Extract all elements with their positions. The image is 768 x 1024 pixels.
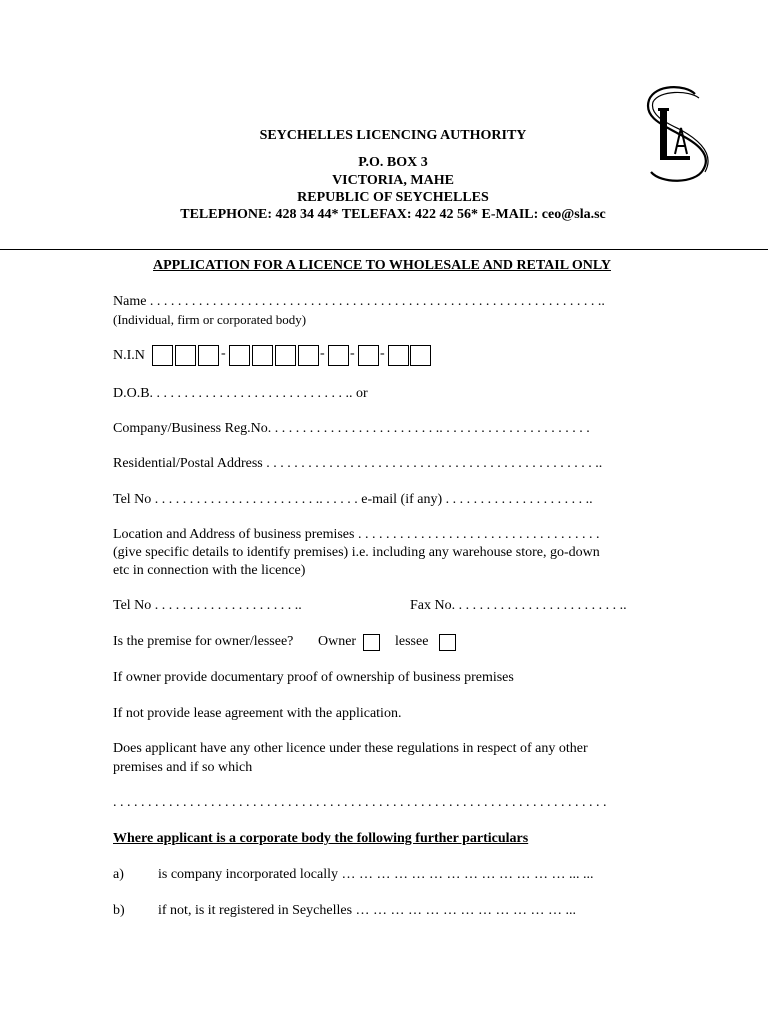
fax-field[interactable]: Fax No. . . . . . . . . . . . . . . . . . . . . . . . .. <box>410 598 627 613</box>
location-field[interactable]: Location and Address of business premises . . . . . . . . . . . . . . . . . . . . . . . . . . . . . . . . . . . <box>113 527 600 542</box>
sla-logo <box>643 86 711 184</box>
nin-digit-box[interactable] <box>328 345 349 366</box>
nin-digit-box[interactable] <box>410 345 431 366</box>
nin-digit-box[interactable] <box>175 345 196 366</box>
corporate-heading: Where applicant is a corporate body the following further particulars <box>113 831 529 846</box>
nin-separator: - <box>380 346 385 361</box>
po-box: P.O. BOX 3 <box>358 155 428 170</box>
nin-label: N.I.N <box>113 348 145 363</box>
city: VICTORIA, MAHE <box>332 173 454 188</box>
nin-digit-box[interactable] <box>152 345 173 366</box>
tel-email-field[interactable]: Tel No . . . . . . . . . . . . . . . . . . . . . . . .. . . . . . e-mail (if any) . . . . . . . . . . . . . . . . . . . . .. <box>113 492 593 507</box>
nin-separator: - <box>320 346 325 361</box>
nin-digit-box[interactable] <box>229 345 250 366</box>
other-licence-question: Does applicant have any other licence under these regulations in respect of any other <box>113 741 588 756</box>
nin-digit-box[interactable] <box>298 345 319 366</box>
item-a-field[interactable]: is company incorporated locally … … … … … … … … … … … … … ... ... <box>158 867 594 882</box>
name-hint: (Individual, firm or corporated body) <box>113 312 307 327</box>
nin-digit-box[interactable] <box>358 345 379 366</box>
nin-separator: - <box>221 346 226 361</box>
owner-label: Owner <box>318 634 357 649</box>
nin-digit-box[interactable] <box>388 345 409 366</box>
form-title: APPLICATION FOR A LICENCE TO WHOLESALE AND RETAIL ONLY <box>153 258 611 273</box>
nin-digit-box[interactable] <box>275 345 296 366</box>
dob-field[interactable]: D.O.B. . . . . . . . . . . . . . . . . . . . . . . . . . . . .. or <box>113 386 368 401</box>
owner-proof-text: If owner provide documentary proof of ownership of business premises <box>113 670 514 685</box>
company-reg-field[interactable]: Company/Business Reg.No. . . . . . . . . . . . . . . . . . . . . . . . .. . . . . . . . . . . . . . . . . . . . . . <box>113 421 590 436</box>
country: REPUBLIC OF SEYCHELLES <box>297 190 489 205</box>
item-b-field[interactable]: if not, is it registered in Seychelles … … … … … … … … … … … … ... <box>158 903 577 918</box>
other-licence-question-2: premises and if so which <box>113 760 253 775</box>
location-hint-1: (give specific details to identify premises) i.e. including any warehouse store, go-down <box>113 545 600 560</box>
address-field[interactable]: Residential/Postal Address . . . . . . . . . . . . . . . . . . . . . . . . . . . . . . . . . . . . . . . . . . . . . . . .. <box>113 456 603 471</box>
premise-question: Is the premise for owner/lessee? <box>113 634 294 649</box>
lessee-label: lessee <box>395 634 429 649</box>
org-name: SEYCHELLES LICENCING AUTHORITY <box>259 128 527 143</box>
nin-digit-box[interactable] <box>198 345 219 366</box>
tel-field[interactable]: Tel No . . . . . . . . . . . . . . . . . . . . .. <box>113 598 302 613</box>
lessee-checkbox[interactable] <box>439 634 456 651</box>
other-licence-field[interactable]: . . . . . . . . . . . . . . . . . . . . . . . . . . . . . . . . . . . . . . . . . . . . . . . . . . . . . . . . . . . . . . . . . . . . . . . <box>113 795 607 810</box>
contact-line: TELEPHONE: 428 34 44* TELEFAX: 422 42 56* E-MAIL: ceo@sla.sc <box>180 207 606 222</box>
nin-separator: - <box>350 346 355 361</box>
name-field[interactable]: Name . . . . . . . . . . . . . . . . . . . . . . . . . . . . . . . . . . . . . . . . . . . . . . . . . . . . . . . . . . . . . . . . .. <box>113 294 605 309</box>
header-divider <box>0 249 768 250</box>
location-hint-2: etc in connection with the licence) <box>113 563 306 578</box>
nin-digit-box[interactable] <box>252 345 273 366</box>
item-b-label: b) <box>113 903 125 918</box>
owner-checkbox[interactable] <box>363 634 380 651</box>
item-a-label: a) <box>113 867 124 882</box>
lease-text: If not provide lease agreement with the application. <box>113 706 402 721</box>
